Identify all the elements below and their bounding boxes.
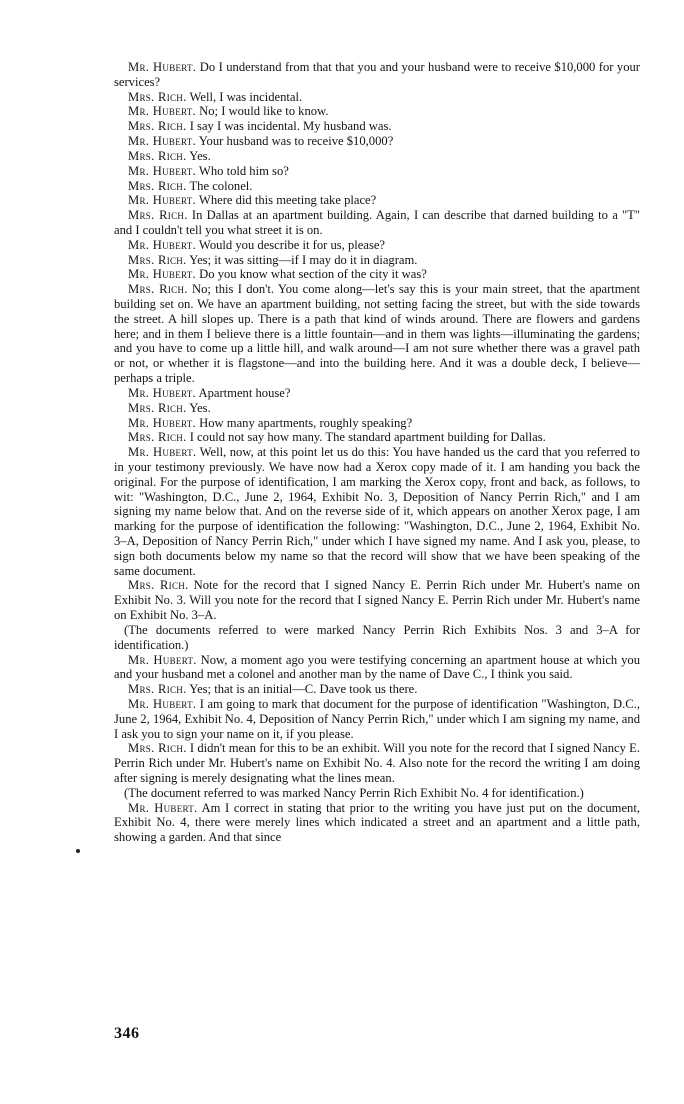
testimony-paragraph (114, 445, 640, 578)
testimony-paragraph (114, 193, 640, 208)
paragraph-text: (The documents referred to were marked Nancy Perrin Rich Exhibits Nos. 3 and 3–A for identification.) (114, 622, 640, 652)
record-note (114, 786, 640, 801)
speaker-name: Mr. Hubert. (128, 60, 197, 74)
testimony-paragraph (114, 653, 640, 683)
testimony-paragraph (114, 179, 640, 194)
speaker-name: Mr. Hubert. (128, 415, 197, 430)
speaker-name: Mrs. Rich. (128, 148, 187, 163)
paragraph-text: Your husband was to receive $10,000? (196, 134, 394, 149)
speaker-name: Mrs. Rich. (128, 178, 187, 193)
testimony-paragraph (114, 134, 640, 149)
paragraph-text: I could not say how many. The standard apartment building for Dallas. (186, 430, 546, 445)
testimony-paragraph (114, 682, 640, 697)
paragraph-text: Would you describe it for us, please? (196, 237, 386, 252)
testimony-paragraph (114, 253, 640, 268)
speaker-name: Mrs. Rich. (128, 578, 189, 593)
speaker-name: Mrs. Rich. (128, 682, 187, 697)
testimony-text (114, 60, 640, 845)
paragraph-text: Yes. (186, 400, 211, 415)
speaker-name: Mr. Hubert. (128, 652, 197, 667)
testimony-paragraph (114, 578, 640, 622)
paragraph-text: I didn't mean for this to be an exhibit. Will you note for the record that I signed Nancy E. Perrin Rich under Mr. Hubert's name on Exhibit No. 4. Also note for the record the writing I am doing after signing is merely designating what the lines mean. (114, 741, 640, 785)
testimony-paragraph (114, 386, 640, 401)
speaker-name: Mr. Hubert. (128, 237, 197, 252)
testimony-paragraph (114, 104, 640, 119)
speaker-name: Mrs. Rich. (128, 430, 187, 445)
paragraph-text: Yes; that is an initial—C. Dave took us there. (186, 682, 418, 697)
speaker-name: Mrs. Rich. (128, 282, 188, 297)
paragraph-text: Yes. (186, 148, 211, 163)
speaker-name: Mr. Hubert. (128, 193, 197, 208)
paragraph-text: Now, a moment ago you were testifying concerning an apartment house at which you and your husband met a colonel and another man by the name of Dave C., I think you said. (114, 652, 640, 682)
speaker-name: Mrs. Rich. (128, 119, 187, 134)
testimony-paragraph (114, 401, 640, 416)
testimony-paragraph (114, 430, 640, 445)
paragraph-text: Do I understand from that that you and your husband were to receive $10,000 for your services? (114, 60, 640, 89)
paragraph-text: Note for the record that I signed Nancy E. Perrin Rich under Mr. Hubert's name on Exhibit No. 3. Will you note for the record that I signed Nancy E. Perrin Rich under Mr. Hubert's name on Exhibit No. 3–A. (114, 578, 640, 623)
testimony-paragraph (114, 208, 640, 238)
testimony-paragraph (114, 416, 640, 431)
paragraph-text: Where did this meeting take place? (196, 193, 377, 208)
testimony-paragraph (114, 282, 640, 386)
speaker-name: Mrs. Rich. (128, 208, 188, 223)
speaker-name: Mr. Hubert. (128, 104, 197, 119)
paragraph-text: Well, now, at this point let us do this: You have handed us the card that you referred to in your testimony previously. We have now had a Xerox copy made of it. I am handing you back the original. For the purpose of identification, I am marking the Xerox copy, front and back, as follows, to wit: "Washington, D.C., June 2, 1964, Exhibit No. 3, Deposition of Nancy Perrin Rich," and I am signing my name below that. And on the reverse side of it, which appears on another Xerox page, I am marking for the purpose of identification the following: "Washington, D.C., June 2, 1964, Exhibit No. 3–A, Deposition of Nancy Perrin Rich," under which I have signed my name. And I ask you, please, to sign both documents below my name so that the record will show that we have been speaking of the same document. (114, 445, 640, 578)
paragraph-text: I say I was incidental. My husband was. (186, 119, 392, 134)
paragraph-text: Apartment house? (196, 385, 291, 400)
speaker-name: Mr. Hubert. (128, 696, 197, 711)
paragraph-text: Do you know what section of the city it was? (196, 267, 427, 282)
speaker-name: Mrs. Rich. (128, 741, 187, 756)
paragraph-text: No; I would like to know. (196, 104, 329, 119)
paragraph-text: Am I correct in stating that prior to the writing you have just put on the document, Exhibit No. 4, there were merely lines which indicated a street and an apartment and a little path, showing a garden. And that since (114, 800, 640, 845)
speaker-name: Mrs. Rich. (128, 89, 187, 104)
testimony-paragraph (114, 267, 640, 282)
paragraph-text: Well, I was incidental. (186, 89, 303, 104)
testimony-paragraph (114, 149, 640, 164)
testimony-paragraph (114, 801, 640, 845)
paragraph-text: Yes; it was sitting—if I may do it in diagram. (186, 252, 418, 267)
speaker-name: Mrs. Rich. (128, 252, 187, 267)
paragraph-text: In Dallas at an apartment building. Again, I can describe that darned building to a "T" and I couldn't tell you what street it is on. (114, 208, 640, 237)
page-number: 346 (114, 1025, 140, 1042)
testimony-paragraph (114, 60, 640, 90)
speaker-name: Mrs. Rich. (128, 400, 187, 415)
testimony-paragraph (114, 238, 640, 253)
testimony-paragraph (114, 90, 640, 105)
margin-dot (76, 849, 80, 853)
speaker-name: Mr. Hubert. (128, 134, 197, 149)
paragraph-text: No; this I don't. You come along—let's say this is your main street, that the apartment building set on. We have an apartment building, not setting facing the street, but with the side towards the street. A hill slopes up. There is a path that kind of winds around. There are flowers and gardens here; and in them I believe there is a little fountain—and in them was lights—illuminating the gardens; and you have to come up a little hill, and walk around—I am not sure whether there was a gravel path or not, or whether it is flagstone—and into the building here. And it was a double deck, I believe—perhaps a triple. (114, 282, 640, 386)
speaker-name: Mr. Hubert. (128, 800, 198, 815)
speaker-name: Mr. Hubert. (128, 163, 197, 178)
paragraph-text: The colonel. (186, 178, 253, 193)
paragraph-text: (The document referred to was marked Nancy Perrin Rich Exhibit No. 4 for identification.) (124, 785, 584, 800)
testimony-paragraph (114, 741, 640, 785)
speaker-name: Mr. Hubert. (128, 385, 197, 400)
testimony-paragraph (114, 164, 640, 179)
speaker-name: Mr. Hubert. (128, 445, 197, 460)
speaker-name: Mr. Hubert. (128, 267, 197, 282)
testimony-paragraph (114, 697, 640, 741)
testimony-paragraph (114, 119, 640, 134)
paragraph-text: How many apartments, roughly speaking? (196, 415, 413, 430)
record-note (114, 623, 640, 653)
paragraph-text: I am going to mark that document for the purpose of identification "Washington, D.C., June 2, 1964, Exhibit No. 4, Deposition of Nancy Perrin Rich," under which I am signing my name, and I ask you to sign your name on it, if you please. (114, 696, 640, 741)
paragraph-text: Who told him so? (196, 163, 289, 178)
